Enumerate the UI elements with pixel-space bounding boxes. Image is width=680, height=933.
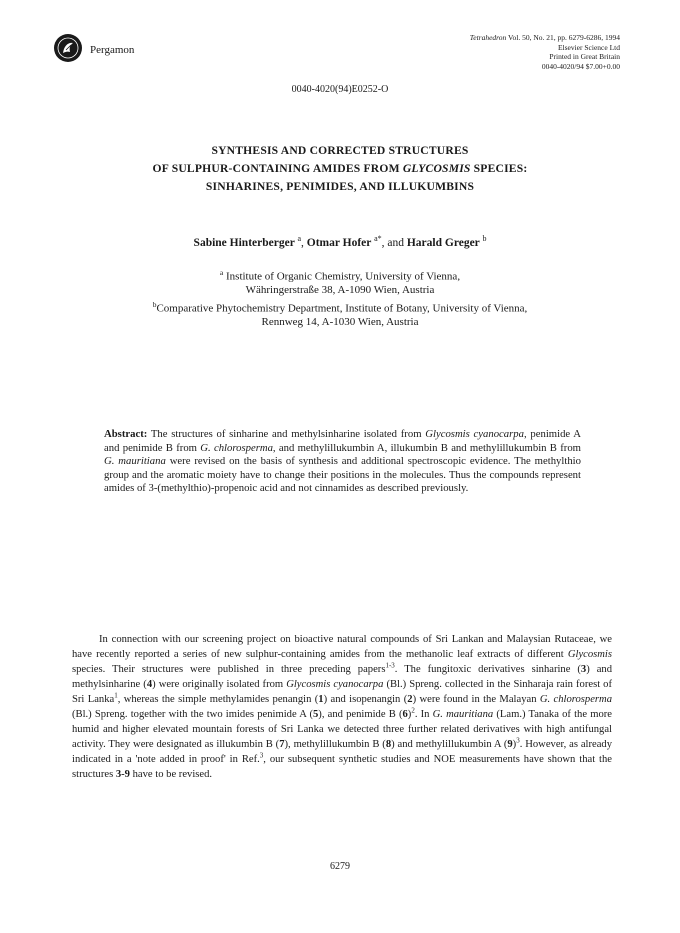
author-list: Sabine Hinterberger $^a$, Otmar Hofer $^{a*}$, and Harald Greger $^b$ <box>193 234 487 249</box>
author-name: Sabine Hinterberger <box>193 236 295 249</box>
body-text <box>72 632 612 782</box>
article-doi: 0040-4020(94)E0252-O <box>291 84 389 95</box>
paragraph: In connection with our screening project on bioactive natural compounds of Sri Lankan and Malaysian Rutaceae, we have recently reported a series of new sulphur-containing amides from the methanolic leaf extracts of different Glycosmis species. Their structures were published in three preceding papers$^{1-3}$. The fungitoxic derivatives sinharine (3) and methylsinharine (4) were originally isolated from Glycosmis cyanocarpa (Bl.) Spreng. collected in the Sinharaja rain forest of Sri Lanka$^1$, whereas the simple methylamides penangin (1) and isopenangin (2) were found in the Malayan G. chlorosperma (Bl.) Spreng. together with the two imides penimide A (5), and penimide B $(6)^2$. In G. mauritiana (Lam.) Tanaka of the more humid and higher elevated mountain forests of Sri Lanka we detected three further related derivatives with high antifungal activity. They were designated as illukumbin B (7), methylillukumbin B (8) and methylillukumbin A $(9)^3$. However, as already indicated in a 'note added in proof' in Ref.$^3$, our subsequent synthetic studies and NOE measurements have shown that the structures 3-9 have to be revised. <box>72 634 613 780</box>
affiliation-b: $^b$Comparative Phytochemistry Department, Institute of Botany, University of Vienna, <box>152 299 528 315</box>
paper-title: SYNTHESIS AND CORRECTED STRUCTURES OF SULPHUR-CONTAINING AMIDES FROM GLYCOSMIS SPECIES: SINHARINES, PENIMIDES, AND ILLUKUMBINS <box>152 144 528 193</box>
journal-citation: Tetrahedron Vol. 50, No. 21, pp. 6279-6286, 1994 <box>469 33 620 42</box>
publisher-name: Pergamon <box>90 44 135 56</box>
affiliation-a: $^a$ Institute of Organic Chemistry, University of Vienna, <box>219 268 461 283</box>
page-number: 6279 <box>330 861 350 872</box>
journal-name: Tetrahedron <box>469 33 507 42</box>
journal-publisher-line: Elsevier Science Ltd <box>557 42 620 52</box>
abstract: Abstract: The structures of sinharine and methylsinharine isolated from Glycosmis cyanocarpa, penimide A and penimide B from G. chlorosperma, and methylillukumbin A, illukumbin B and methylillukumbin B from G. mauritiana were revised on the basis of synthesis and additional spectroscopic evidence. The methylthio group and the aromatic moiety have to change their positions in the molecules. Thus the compounds represent amides of 3-(methylthio)-propenoic acid and not cinnamides as described previously. <box>104 428 582 494</box>
affiliations: $^a$ Institute of Organic Chemistry, University of Vienna, Währingerstraße 38, A-1090 Wien, Austria $^b$Comparative Phytochemistry Department, Institute of Botany, University of Vienna, Rennweg 14, A-1030 Wien, Austria <box>60 266 620 329</box>
author-name: Otmar Hofer <box>306 236 372 249</box>
abstract-label: Abstract: <box>104 428 148 440</box>
pergamon-logo <box>54 34 82 62</box>
journal-issn-line: 0040-4020/94 $7.00+0.00 <box>541 61 620 71</box>
journal-info <box>470 33 620 71</box>
journal-printed-line: Printed in Great Britain <box>549 52 620 61</box>
author-name: Harald Greger <box>406 236 480 249</box>
